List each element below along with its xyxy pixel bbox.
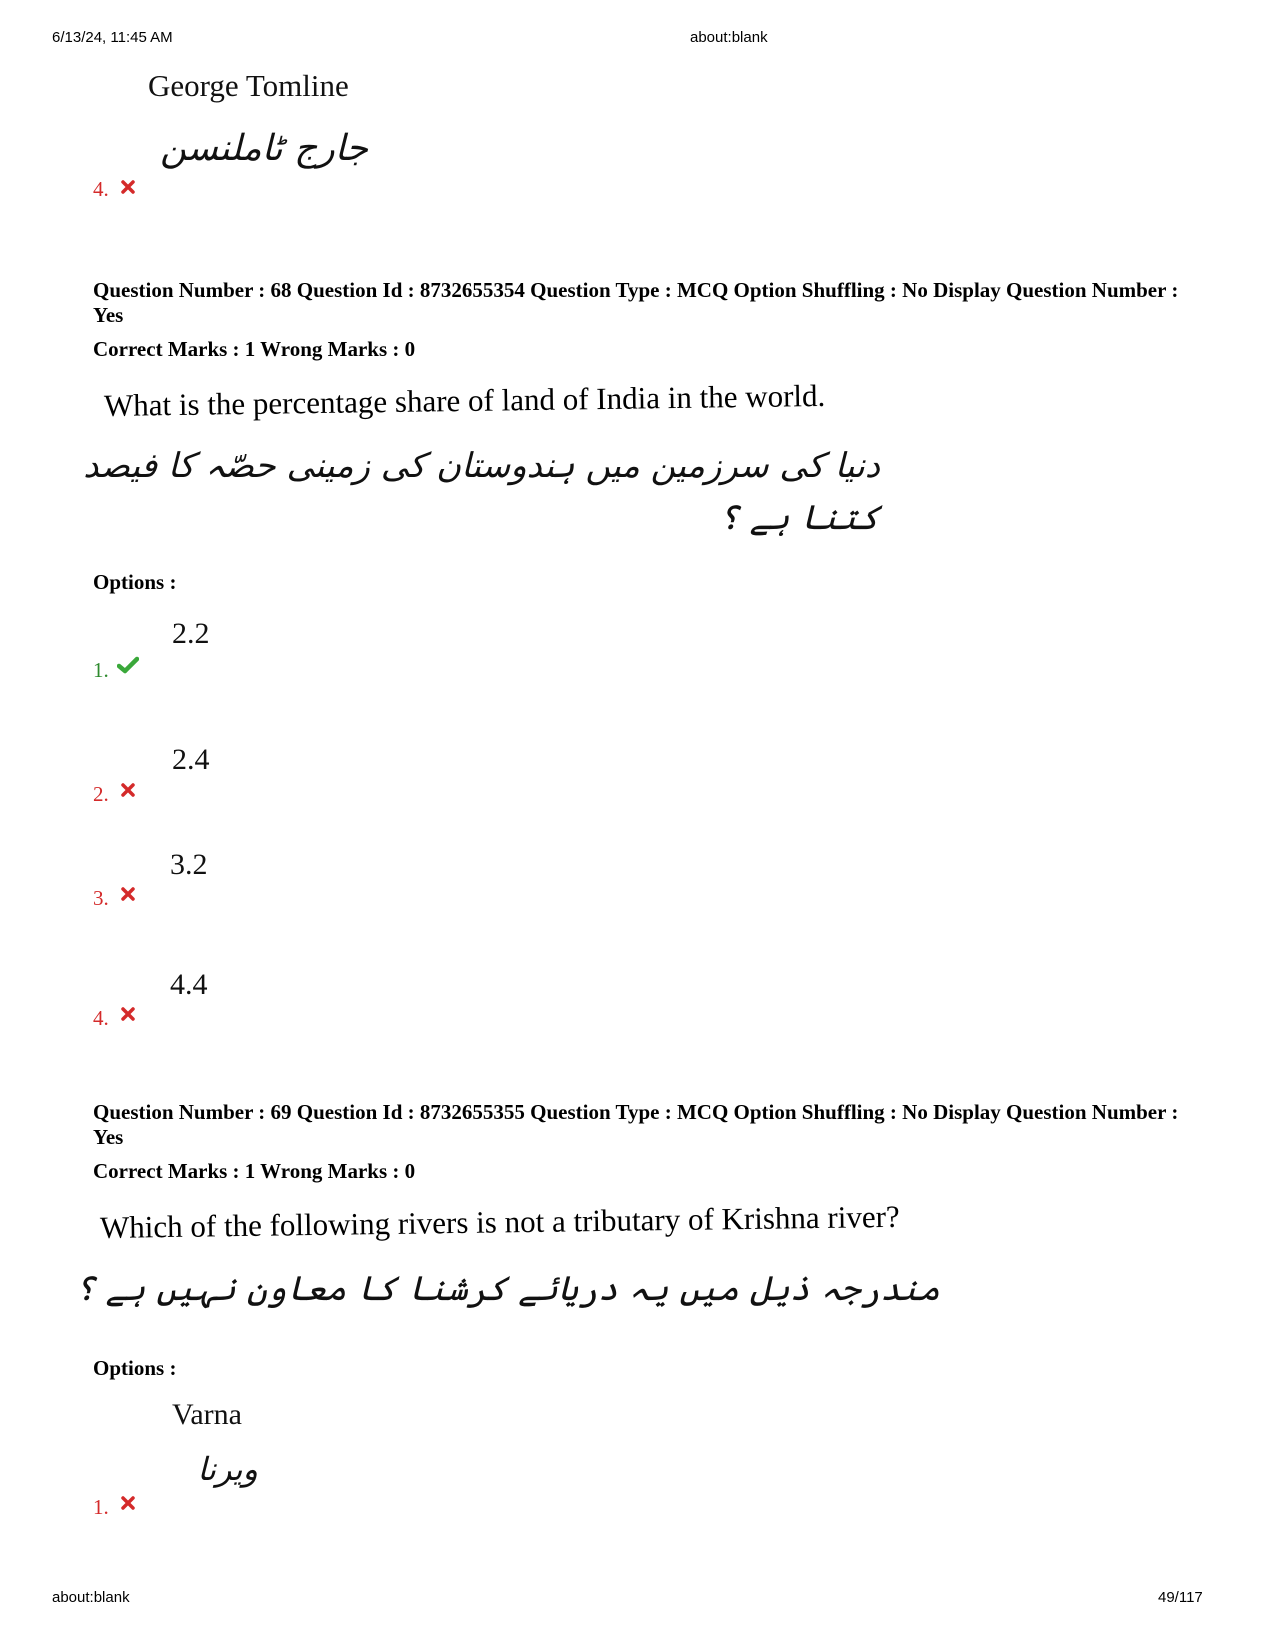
prev-option-number: 4. [93, 177, 109, 201]
option-number: 2. [93, 782, 109, 806]
prev-option-urdu: جارج ٹاملنسن [160, 128, 368, 169]
question-69-english: Which of the following rivers is not a tributary of Krishna river? [99, 1198, 900, 1245]
question-69-marks: Correct Marks : 1 Wrong Marks : 0 [93, 1159, 416, 1183]
option-value: 2.4 [172, 743, 210, 776]
prev-option-english: George Tomline [148, 68, 349, 103]
option-number: 4. [93, 1006, 109, 1030]
wrong-icon [120, 782, 136, 798]
option-value: 4.4 [170, 968, 208, 1001]
option-number: 1. [93, 1495, 109, 1519]
correct-check-icon [117, 656, 139, 674]
question-68-english: What is the percentage share of land of India in the world. [103, 377, 826, 423]
option-value: Varna [172, 1398, 242, 1431]
option-number: 1. [93, 658, 109, 682]
question-68-options-label: Options : [93, 570, 177, 594]
question-68-meta: Question Number : 68 Question Id : 8732655354 Question Type : MCQ Option Shuffling : No Display Question Number : Yes [93, 278, 1179, 327]
option-value: 2.2 [172, 617, 210, 650]
print-datetime: 6/13/24, 11:45 AM [52, 29, 173, 46]
wrong-icon [120, 886, 136, 902]
print-footer-url: about:blank [52, 1589, 130, 1606]
question-68-urdu-line1: دنیا کی سرزمین میں ہندوستان کی زمینی حصّہ کا فیصد [83, 446, 880, 486]
option-number: 3. [93, 886, 109, 910]
question-68-marks: Correct Marks : 1 Wrong Marks : 0 [93, 337, 416, 361]
wrong-icon [120, 1495, 136, 1511]
question-69-urdu: مندرجہ ذیل میں یہ دریائے کرشنا کا معاون نہیں ہے ؟ [74, 1269, 940, 1309]
option-urdu: ویرنا [197, 1450, 258, 1488]
question-69-meta: Question Number : 69 Question Id : 8732655355 Question Type : MCQ Option Shuffling : No Display Question Number : Yes [93, 1100, 1179, 1149]
print-page-number: 49/117 [1158, 1589, 1203, 1606]
wrong-icon [120, 179, 136, 195]
option-value: 3.2 [170, 848, 208, 881]
question-69-options-label: Options : [93, 1356, 177, 1380]
question-68-urdu-line2: کتنا ہے ؟ [718, 498, 880, 538]
wrong-icon [120, 1006, 136, 1022]
print-url: about:blank [690, 29, 768, 46]
